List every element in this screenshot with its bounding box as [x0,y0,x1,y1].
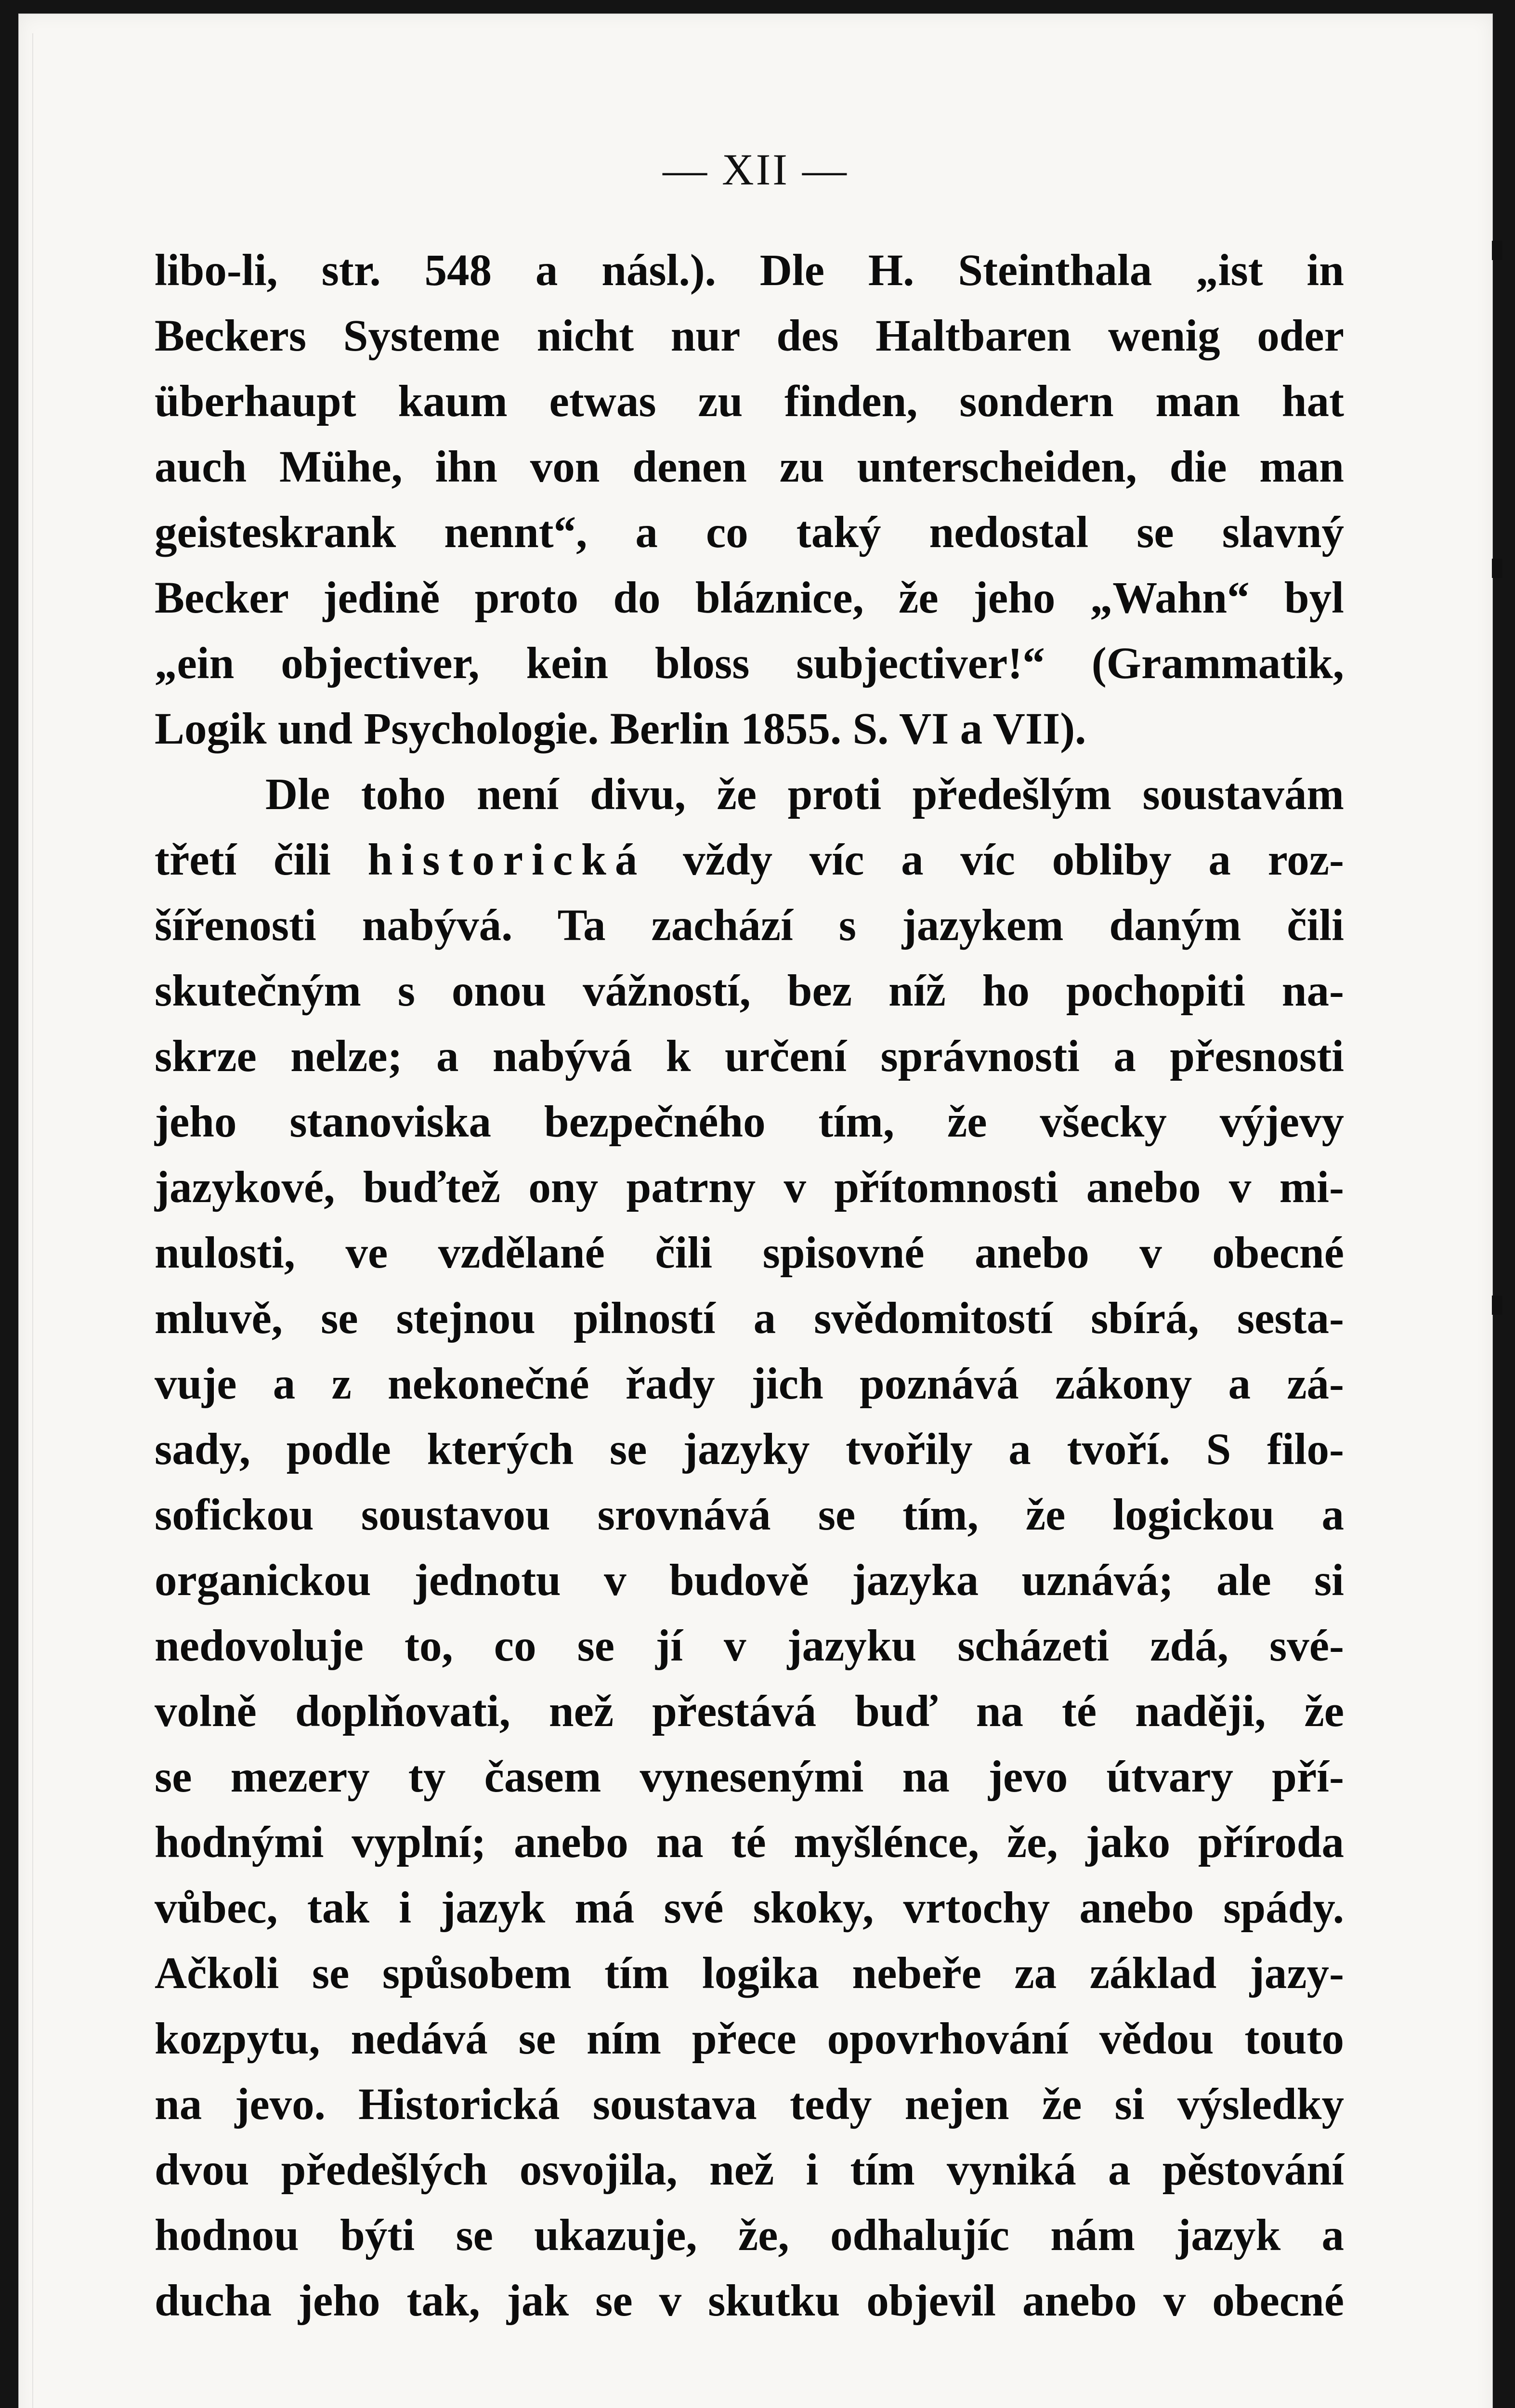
text-line: volně doplňovati, než přestává buď na té naději, že [155,1687,1344,1736]
scan-edge-mark [1492,1296,1502,1315]
text-line: jeho stanoviska bezpečného tím, že všecky výjevy [155,1097,1344,1147]
text-line: skutečným s onou vážností, bez níž ho pochopiti na- [155,966,1344,1016]
text-line: libo-li, str. 548 a násl.). Dle H. Steinthala „ist in [155,246,1344,295]
text-line: Becker jedině proto do blázniсе, že jeho „Wahn“ byl [155,573,1344,623]
line-text: vždy víc a víc obliby a roz- [646,835,1344,885]
text-line: se mezery ty časem vynesenými na jevo útvary pří- [155,1752,1344,1802]
emphasized-term: historická [367,835,646,885]
text-line: nulosti, ve vzdělané čili spisovné anebo v obecné [155,1228,1344,1278]
text-line: geisteskrank nennt“, a co taký nedostal se slavný [155,508,1344,557]
line-text: Dle toho není divu, že proti předešlým soustavám [265,770,1344,819]
text-line: vuje a z nekonečné řady jich poznává zákony a zá- [155,1359,1344,1409]
text-line: kozpytu, nedává se ním přece opovrhování vědou touto [155,2014,1344,2064]
text-line: organickou jednotu v budově jazyka uznává; ale si [155,1556,1344,1605]
text-line: ducha jeho tak, jak se v skutku objevil anebo v obecné [155,2276,1344,2326]
text-line: vůbec, tak i jazyk má své skoky, vrtochy anebo spády. [155,1883,1344,1933]
text-line: jazykové, buďtež ony patrny v přítomnosti anebo v mi- [155,1163,1344,1212]
paragraph-end-line: Logik und Psychologie. Berlin 1855. S. VI a VII). [155,704,1086,754]
book-page [18,13,1493,2408]
text-line: skrze nelze; a nabývá k určení správnosti a přesnosti [155,1032,1344,1081]
paragraph-start-line [155,762,1344,827]
text-line: nedovoluje to, co se jí v jazyku scházeti zdá, své- [155,1621,1344,1671]
text-line: „ein objectiver, kein bloss subjectiver!“ (Grammatik, [155,639,1344,688]
text-line: überhaupt kaum etwas zu finden, sondern man hat [155,377,1344,426]
scan-edge-mark [1492,241,1502,260]
text-line: Ačkoli se spůsobem tím logika nebeře za základ jazy- [155,1949,1344,1998]
text-line: sofickou soustavou srovnává se tím, že logickou a [155,1490,1344,1540]
text-line: šířenosti nabývá. Ta zachází s jazykem daným čili [155,901,1344,950]
text-line: sady, podle kterých se jazyky tvořily a tvoří. S filo- [155,1425,1344,1474]
line-text: třetí čili [155,835,368,885]
text-line [155,827,1344,893]
text-line: dvou předešlých osvojila, než i tím vyniká a pěstování [155,2145,1344,2195]
page-number-header: — XII — [663,145,849,194]
text-line: hodnými vyplní; anebo na té myšlénce, že, jako příroda [155,1818,1344,1867]
text-line: na jevo. Historická soustava tedy nejen že si výsledky [155,2080,1344,2129]
scan-edge-mark [1492,559,1502,578]
text-line: hodnou býti se ukazuje, že, odhalujíc nám jazyk a [155,2211,1344,2260]
text-line: mluvě, se stejnou pilností a svědomitostí sbírá, sesta- [155,1294,1344,1343]
body-text [155,238,1344,2334]
text-line: Beckers Systeme nicht nur des Haltbaren wenig oder [155,311,1344,361]
text-line: auch Mühe, ihn von denen zu unterscheiden, die man [155,442,1344,492]
